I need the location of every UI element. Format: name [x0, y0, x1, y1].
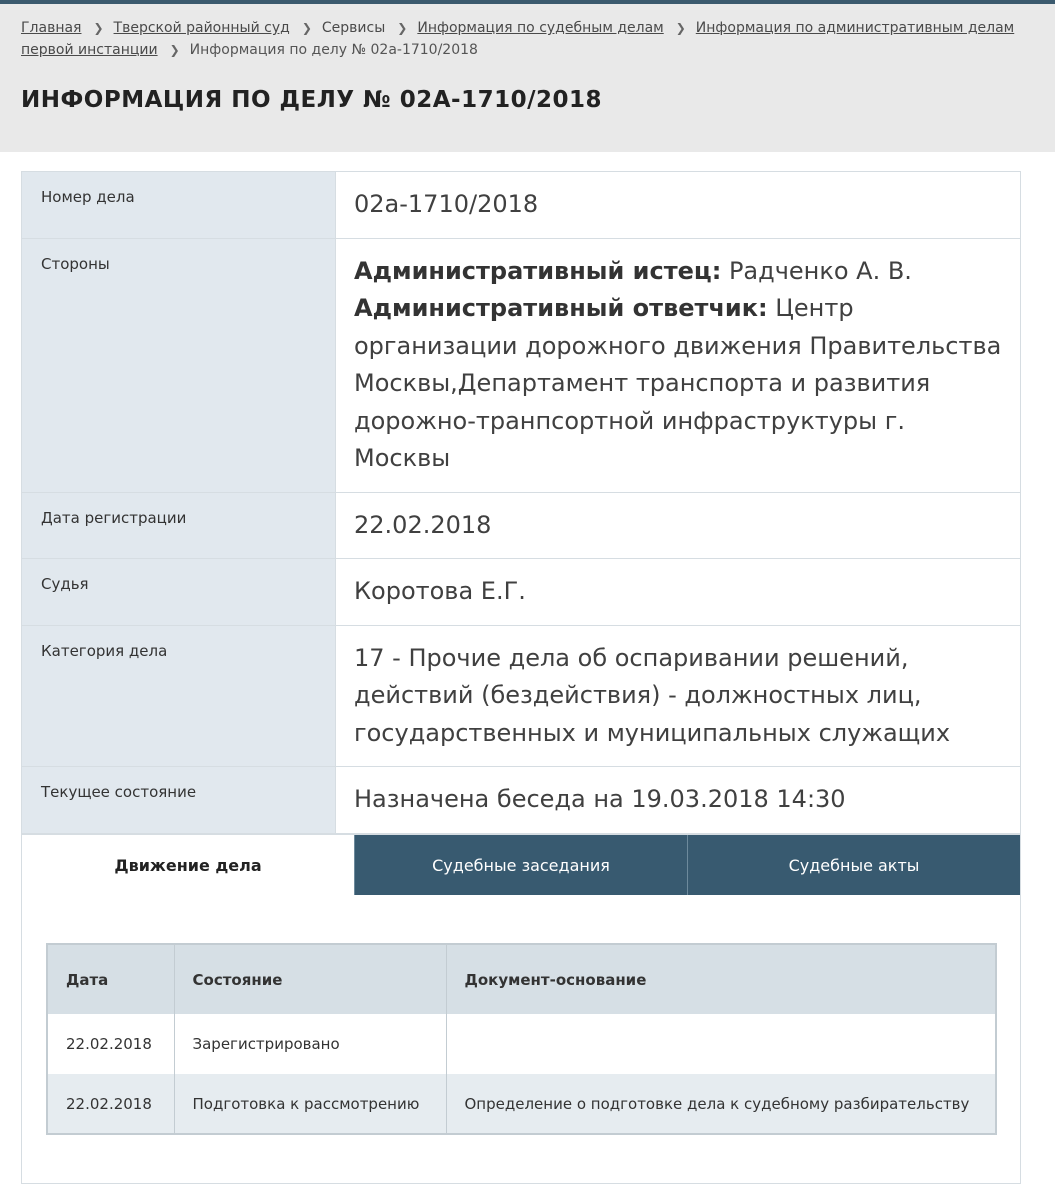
row-date: 22.02.2018 — [47, 1074, 174, 1134]
page-title: ИНФОРМАЦИЯ ПО ДЕЛУ № 02А-1710/2018 — [21, 87, 603, 113]
chevron-right-icon: ❯ — [93, 21, 104, 35]
defendant-label: Административный ответчик: — [354, 294, 768, 322]
breadcrumb-services: Сервисы — [321, 20, 386, 36]
status-row — [22, 766, 1020, 833]
case-info-table — [21, 171, 1021, 834]
registration-row — [22, 492, 1020, 559]
tab-case-movement[interactable]: Движение дела — [22, 835, 354, 895]
page-header — [0, 4, 1055, 152]
breadcrumb-link-court[interactable]: Тверской районный суд — [113, 20, 290, 36]
case-number-value: 02а-1710/2018 — [336, 172, 1020, 238]
column-header-date: Дата — [47, 944, 174, 1014]
plaintiff-label: Административный истец: — [354, 256, 722, 285]
status-value: Назначена беседа на 19.03.2018 14:30 — [336, 767, 1020, 833]
tab-bar — [22, 835, 1020, 895]
breadcrumb-link-case-info[interactable]: Информация по судебным делам — [417, 20, 664, 36]
category-value: 17 - Прочие дела об оспаривании решений, действий (бездействия) - должностных лиц, государственных и муниципальных служащих — [336, 626, 1020, 767]
row-document — [446, 1014, 996, 1074]
tab-court-acts[interactable]: Судебные акты — [687, 835, 1020, 895]
case-tabs-panel — [21, 834, 1021, 1184]
column-header-status: Состояние — [174, 944, 446, 1014]
plaintiff-value: Радченко А. В. — [728, 256, 912, 285]
registration-value: 22.02.2018 — [336, 493, 1020, 559]
chevron-right-icon: ❯ — [397, 21, 408, 35]
chevron-right-icon: ❯ — [301, 21, 312, 35]
row-date: 22.02.2018 — [47, 1014, 174, 1074]
table-row — [47, 1074, 996, 1134]
chevron-right-icon: ❯ — [675, 21, 686, 35]
case-movement-table — [46, 943, 997, 1135]
row-status: Подготовка к рассмотрению — [174, 1074, 446, 1134]
breadcrumb-link-home[interactable]: Главная — [21, 20, 82, 36]
registration-label: Дата регистрации — [22, 493, 336, 559]
parties-value — [336, 239, 1020, 492]
category-label: Категория дела — [22, 626, 336, 767]
row-status: Зарегистрировано — [174, 1014, 446, 1074]
judge-value: Коротова Е.Г. — [336, 559, 1020, 625]
breadcrumb-link-admin-cases[interactable]: Информация по административным делам первой инстанции — [21, 20, 1015, 58]
breadcrumb — [21, 17, 1031, 61]
case-number-label: Номер дела — [22, 172, 336, 238]
category-row — [22, 625, 1020, 767]
judge-row — [22, 558, 1020, 625]
parties-row — [22, 238, 1020, 492]
breadcrumb-current: Информация по делу № 02а-1710/2018 — [189, 42, 478, 58]
defendant-value: Центр организации дорожного движения Правительства Москвы,Департамент транспорта и развития дорожно-транпсортной инфраструктуры г. Москвы — [354, 294, 1002, 472]
table-row — [47, 1014, 996, 1074]
table-header-row — [47, 944, 996, 1014]
status-label: Текущее состояние — [22, 767, 336, 833]
tab-court-hearings[interactable]: Судебные заседания — [354, 835, 687, 895]
parties-label: Стороны — [22, 239, 336, 492]
chevron-right-icon: ❯ — [169, 43, 180, 57]
case-number-row — [22, 172, 1020, 238]
judge-label: Судья — [22, 559, 336, 625]
column-header-document: Документ-основание — [446, 944, 996, 1014]
row-document: Определение о подготовке дела к судебному разбирательству — [446, 1074, 996, 1134]
